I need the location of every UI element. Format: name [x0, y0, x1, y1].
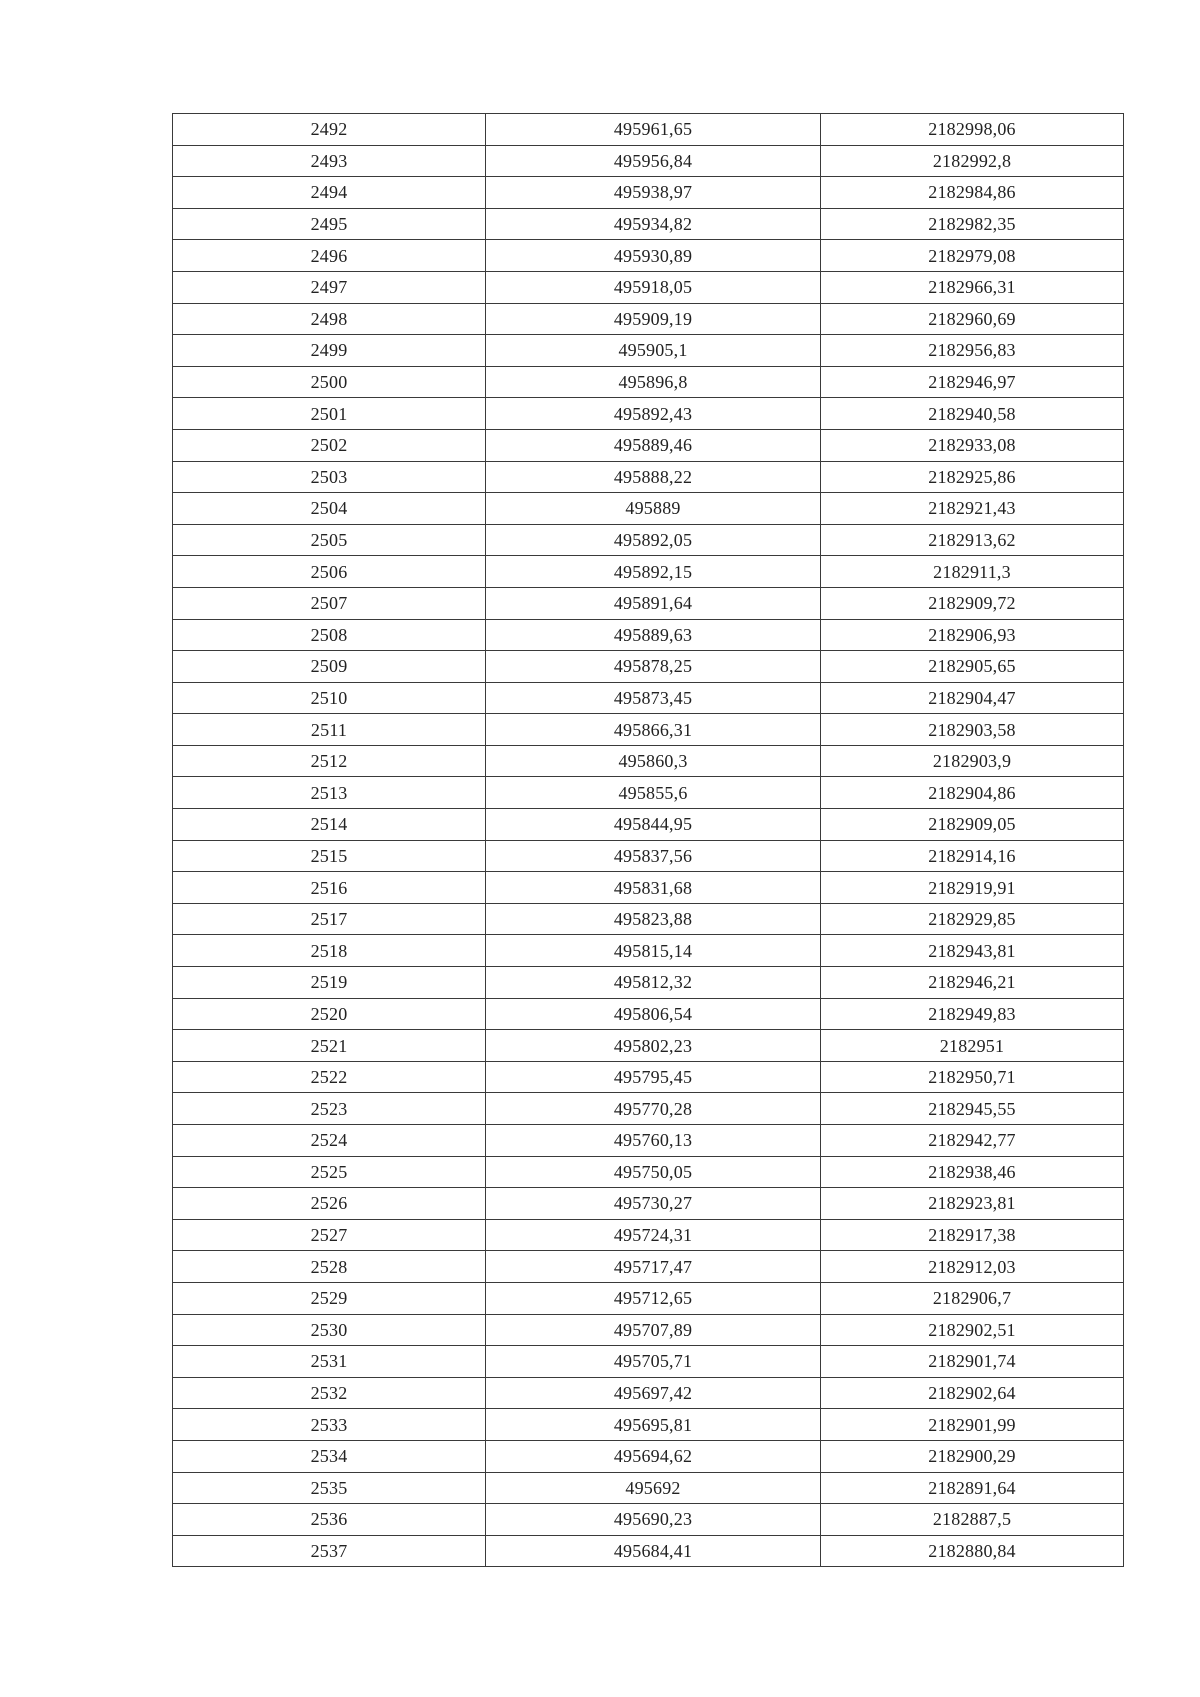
table-row [173, 967, 1124, 999]
y-coordinate-cell: 2182903,9 [821, 745, 1124, 777]
y-coordinate-cell: 2182984,86 [821, 177, 1124, 209]
table-row [173, 177, 1124, 209]
table-row [173, 524, 1124, 556]
table-row [173, 714, 1124, 746]
point-number-cell: 2509 [173, 651, 486, 683]
point-number-cell: 2527 [173, 1219, 486, 1251]
y-coordinate-cell: 2182900,29 [821, 1440, 1124, 1472]
x-coordinate-cell: 495896,8 [486, 366, 821, 398]
x-coordinate-cell: 495855,6 [486, 777, 821, 809]
point-number-cell: 2514 [173, 809, 486, 841]
point-number-cell: 2517 [173, 903, 486, 935]
point-number-cell: 2504 [173, 493, 486, 525]
x-coordinate-cell: 495802,23 [486, 1030, 821, 1062]
point-number-cell: 2531 [173, 1346, 486, 1378]
y-coordinate-cell: 2182943,81 [821, 935, 1124, 967]
x-coordinate-cell: 495930,89 [486, 240, 821, 272]
x-coordinate-cell: 495795,45 [486, 1061, 821, 1093]
point-number-cell: 2524 [173, 1125, 486, 1157]
y-coordinate-cell: 2182921,43 [821, 493, 1124, 525]
y-coordinate-cell: 2182951 [821, 1030, 1124, 1062]
y-coordinate-cell: 2182949,83 [821, 998, 1124, 1030]
point-number-cell: 2530 [173, 1314, 486, 1346]
y-coordinate-cell: 2182982,35 [821, 208, 1124, 240]
y-coordinate-cell: 2182901,99 [821, 1409, 1124, 1441]
table-row [173, 461, 1124, 493]
table-row [173, 271, 1124, 303]
table-row [173, 935, 1124, 967]
y-coordinate-cell: 2182992,8 [821, 145, 1124, 177]
x-coordinate-cell: 495866,31 [486, 714, 821, 746]
y-coordinate-cell: 2182909,72 [821, 587, 1124, 619]
x-coordinate-cell: 495712,65 [486, 1282, 821, 1314]
point-number-cell: 2503 [173, 461, 486, 493]
x-coordinate-cell: 495812,32 [486, 967, 821, 999]
table-row [173, 777, 1124, 809]
x-coordinate-cell: 495889 [486, 493, 821, 525]
y-coordinate-cell: 2182903,58 [821, 714, 1124, 746]
y-coordinate-cell: 2182909,05 [821, 809, 1124, 841]
y-coordinate-cell: 2182904,47 [821, 682, 1124, 714]
y-coordinate-cell: 2182938,46 [821, 1156, 1124, 1188]
x-coordinate-cell: 495724,31 [486, 1219, 821, 1251]
x-coordinate-cell: 495707,89 [486, 1314, 821, 1346]
table-row [173, 145, 1124, 177]
point-number-cell: 2492 [173, 114, 486, 146]
table-row [173, 1188, 1124, 1220]
x-coordinate-cell: 495695,81 [486, 1409, 821, 1441]
x-coordinate-cell: 495961,65 [486, 114, 821, 146]
table-row [173, 651, 1124, 683]
y-coordinate-cell: 2182914,16 [821, 840, 1124, 872]
y-coordinate-cell: 2182902,51 [821, 1314, 1124, 1346]
table-row [173, 303, 1124, 335]
point-number-cell: 2506 [173, 556, 486, 588]
x-coordinate-cell: 495760,13 [486, 1125, 821, 1157]
table-row [173, 1219, 1124, 1251]
table-row [173, 208, 1124, 240]
table-row [173, 429, 1124, 461]
point-number-cell: 2523 [173, 1093, 486, 1125]
table-row [173, 335, 1124, 367]
table-row [173, 619, 1124, 651]
y-coordinate-cell: 2182923,81 [821, 1188, 1124, 1220]
x-coordinate-cell: 495806,54 [486, 998, 821, 1030]
x-coordinate-cell: 495909,19 [486, 303, 821, 335]
table-row [173, 1093, 1124, 1125]
y-coordinate-cell: 2182945,55 [821, 1093, 1124, 1125]
point-number-cell: 2528 [173, 1251, 486, 1283]
table-row [173, 682, 1124, 714]
point-number-cell: 2497 [173, 271, 486, 303]
y-coordinate-cell: 2182902,64 [821, 1377, 1124, 1409]
table-row [173, 1377, 1124, 1409]
point-number-cell: 2534 [173, 1440, 486, 1472]
point-number-cell: 2507 [173, 587, 486, 619]
y-coordinate-cell: 2182979,08 [821, 240, 1124, 272]
table-row [173, 1282, 1124, 1314]
table-row [173, 240, 1124, 272]
point-number-cell: 2522 [173, 1061, 486, 1093]
point-number-cell: 2496 [173, 240, 486, 272]
point-number-cell: 2500 [173, 366, 486, 398]
point-number-cell: 2519 [173, 967, 486, 999]
x-coordinate-cell: 495934,82 [486, 208, 821, 240]
point-number-cell: 2499 [173, 335, 486, 367]
x-coordinate-cell: 495891,64 [486, 587, 821, 619]
table-row [173, 1535, 1124, 1567]
table-row [173, 1314, 1124, 1346]
point-number-cell: 2521 [173, 1030, 486, 1062]
point-number-cell: 2516 [173, 872, 486, 904]
table-row [173, 493, 1124, 525]
y-coordinate-cell: 2182925,86 [821, 461, 1124, 493]
table-row [173, 903, 1124, 935]
table-row [173, 1346, 1124, 1378]
y-coordinate-cell: 2182913,62 [821, 524, 1124, 556]
x-coordinate-cell: 495892,15 [486, 556, 821, 588]
x-coordinate-cell: 495697,42 [486, 1377, 821, 1409]
y-coordinate-cell: 2182911,3 [821, 556, 1124, 588]
y-coordinate-cell: 2182891,64 [821, 1472, 1124, 1504]
x-coordinate-cell: 495815,14 [486, 935, 821, 967]
x-coordinate-cell: 495705,71 [486, 1346, 821, 1378]
point-number-cell: 2536 [173, 1504, 486, 1536]
x-coordinate-cell: 495918,05 [486, 271, 821, 303]
table-row [173, 114, 1124, 146]
point-number-cell: 2505 [173, 524, 486, 556]
table-row [173, 1030, 1124, 1062]
y-coordinate-cell: 2182956,83 [821, 335, 1124, 367]
x-coordinate-cell: 495889,46 [486, 429, 821, 461]
table-row [173, 1472, 1124, 1504]
x-coordinate-cell: 495717,47 [486, 1251, 821, 1283]
y-coordinate-cell: 2182940,58 [821, 398, 1124, 430]
y-coordinate-cell: 2182946,21 [821, 967, 1124, 999]
table-row [173, 587, 1124, 619]
x-coordinate-cell: 495837,56 [486, 840, 821, 872]
table-row [173, 1409, 1124, 1441]
point-number-cell: 2511 [173, 714, 486, 746]
y-coordinate-cell: 2182946,97 [821, 366, 1124, 398]
y-coordinate-cell: 2182887,5 [821, 1504, 1124, 1536]
x-coordinate-cell: 495905,1 [486, 335, 821, 367]
x-coordinate-cell: 495823,88 [486, 903, 821, 935]
x-coordinate-cell: 495770,28 [486, 1093, 821, 1125]
point-number-cell: 2537 [173, 1535, 486, 1567]
x-coordinate-cell: 495831,68 [486, 872, 821, 904]
table-row [173, 556, 1124, 588]
y-coordinate-cell: 2182966,31 [821, 271, 1124, 303]
table-row [173, 809, 1124, 841]
point-number-cell: 2508 [173, 619, 486, 651]
point-number-cell: 2498 [173, 303, 486, 335]
point-number-cell: 2529 [173, 1282, 486, 1314]
table-row [173, 1061, 1124, 1093]
table-row [173, 840, 1124, 872]
point-number-cell: 2525 [173, 1156, 486, 1188]
point-number-cell: 2518 [173, 935, 486, 967]
table-row [173, 1251, 1124, 1283]
y-coordinate-cell: 2182905,65 [821, 651, 1124, 683]
point-number-cell: 2494 [173, 177, 486, 209]
coordinates-table-body [173, 114, 1124, 1567]
y-coordinate-cell: 2182933,08 [821, 429, 1124, 461]
point-number-cell: 2533 [173, 1409, 486, 1441]
point-number-cell: 2520 [173, 998, 486, 1030]
point-number-cell: 2501 [173, 398, 486, 430]
table-row [173, 398, 1124, 430]
point-number-cell: 2535 [173, 1472, 486, 1504]
point-number-cell: 2493 [173, 145, 486, 177]
x-coordinate-cell: 495844,95 [486, 809, 821, 841]
y-coordinate-cell: 2182906,93 [821, 619, 1124, 651]
point-number-cell: 2515 [173, 840, 486, 872]
y-coordinate-cell: 2182950,71 [821, 1061, 1124, 1093]
coordinates-table [172, 113, 1124, 1567]
x-coordinate-cell: 495888,22 [486, 461, 821, 493]
x-coordinate-cell: 495694,62 [486, 1440, 821, 1472]
point-number-cell: 2495 [173, 208, 486, 240]
x-coordinate-cell: 495860,3 [486, 745, 821, 777]
y-coordinate-cell: 2182880,84 [821, 1535, 1124, 1567]
x-coordinate-cell: 495873,45 [486, 682, 821, 714]
table-row [173, 366, 1124, 398]
table-row [173, 1440, 1124, 1472]
table-row [173, 1125, 1124, 1157]
point-number-cell: 2513 [173, 777, 486, 809]
y-coordinate-cell: 2182942,77 [821, 1125, 1124, 1157]
point-number-cell: 2502 [173, 429, 486, 461]
y-coordinate-cell: 2182929,85 [821, 903, 1124, 935]
table-row [173, 872, 1124, 904]
x-coordinate-cell: 495889,63 [486, 619, 821, 651]
x-coordinate-cell: 495938,97 [486, 177, 821, 209]
x-coordinate-cell: 495730,27 [486, 1188, 821, 1220]
point-number-cell: 2532 [173, 1377, 486, 1409]
x-coordinate-cell: 495684,41 [486, 1535, 821, 1567]
x-coordinate-cell: 495892,05 [486, 524, 821, 556]
y-coordinate-cell: 2182998,06 [821, 114, 1124, 146]
table-row [173, 1504, 1124, 1536]
y-coordinate-cell: 2182917,38 [821, 1219, 1124, 1251]
x-coordinate-cell: 495750,05 [486, 1156, 821, 1188]
point-number-cell: 2526 [173, 1188, 486, 1220]
table-row [173, 998, 1124, 1030]
y-coordinate-cell: 2182912,03 [821, 1251, 1124, 1283]
table-row [173, 745, 1124, 777]
table-row [173, 1156, 1124, 1188]
point-number-cell: 2510 [173, 682, 486, 714]
y-coordinate-cell: 2182904,86 [821, 777, 1124, 809]
point-number-cell: 2512 [173, 745, 486, 777]
x-coordinate-cell: 495690,23 [486, 1504, 821, 1536]
y-coordinate-cell: 2182960,69 [821, 303, 1124, 335]
y-coordinate-cell: 2182906,7 [821, 1282, 1124, 1314]
x-coordinate-cell: 495878,25 [486, 651, 821, 683]
y-coordinate-cell: 2182901,74 [821, 1346, 1124, 1378]
y-coordinate-cell: 2182919,91 [821, 872, 1124, 904]
x-coordinate-cell: 495956,84 [486, 145, 821, 177]
x-coordinate-cell: 495892,43 [486, 398, 821, 430]
x-coordinate-cell: 495692 [486, 1472, 821, 1504]
